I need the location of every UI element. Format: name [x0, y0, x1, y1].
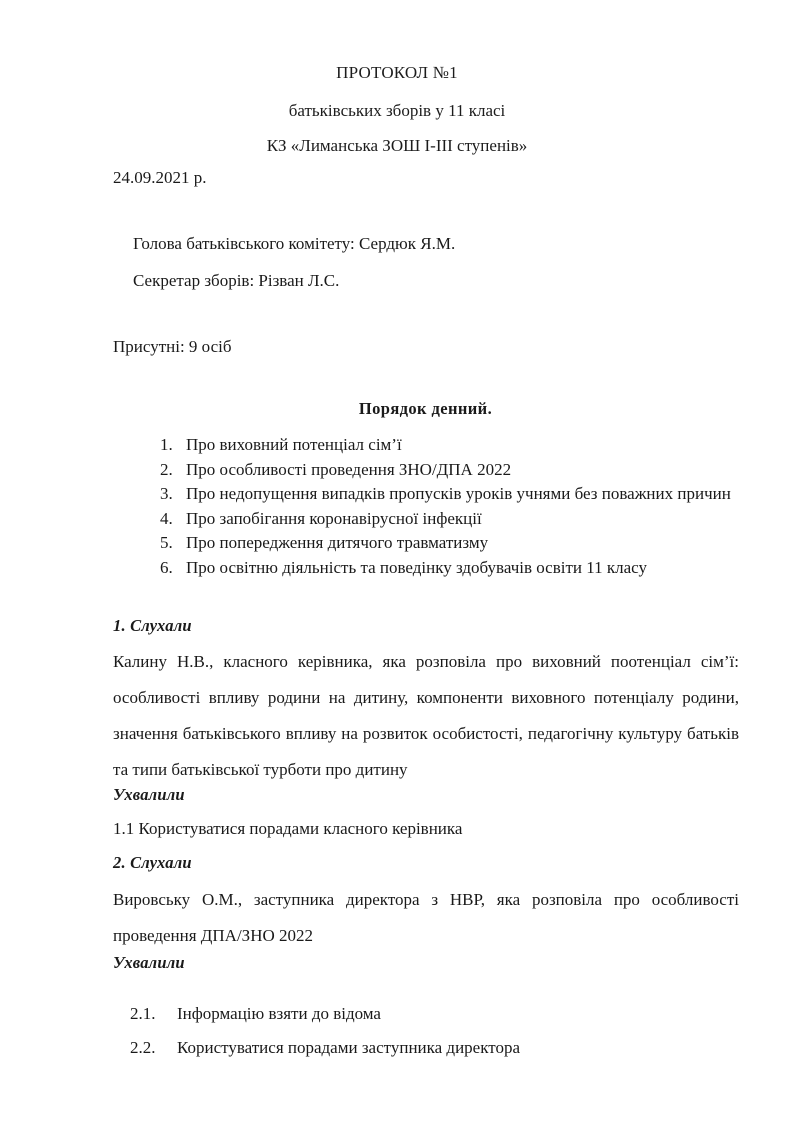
resolution-item-2-1-number: 2.1. — [130, 1004, 156, 1023]
agenda-item — [160, 483, 738, 506]
secretary-line: Секретар зборів: Різван Л.С. — [133, 271, 340, 290]
document-subtitle-school: КЗ «Лиманська ЗОШ І-ІІІ ступенів» — [266, 136, 528, 155]
resolution-item-2-1-label: Інформацію взяти до відома — [177, 1004, 381, 1023]
resolution-item-1-1: 1.1 Користуватися порадами класного керівника — [113, 819, 463, 838]
agenda-item-number: 6. — [160, 557, 173, 577]
agenda-item — [160, 459, 738, 482]
document-title: ПРОТОКОЛ №1 — [336, 63, 458, 82]
agenda-item-label: Про освітню діяльність та поведінку здобувачів освіти 11 класу — [186, 557, 647, 577]
agenda-list — [160, 434, 738, 581]
agenda-item-label: Про виховний потенціал сім’ї — [186, 435, 402, 454]
agenda-item-label: Про особливості проведення ЗНО/ДПА 2022 — [186, 459, 512, 479]
agenda-item-number: 1. — [160, 435, 173, 454]
section-body-heard-1: Калину Н.В., класного керівника, яка розповіла про виховний поотенціал сім’ї: особливості впливу родини на дитину, компоненти виховного потенціалу родини, значення батьківського впливу на розвиток особистості, педагогічну культуру батьків та типи батьківської турботи про дитину — [113, 652, 739, 779]
agenda-heading: Порядок денний. — [358, 399, 493, 418]
agenda-item-number: 2. — [160, 459, 173, 479]
section-heading-resolved-1: Ухвалили — [113, 785, 185, 804]
agenda-item-label: Про запобігання коронавірусної інфекції — [186, 508, 482, 528]
section-body-heard-2: Вировську О.М., заступника директора з НВР, яка розповіла про особливості проведення ДПА/ЗНО 2022 — [113, 890, 739, 945]
agenda-item — [160, 508, 738, 531]
section-heading-heard-1: 1. Слухали — [113, 616, 192, 635]
agenda-item-number: 3. — [160, 484, 173, 503]
attendance-line: Присутні: 9 осіб — [113, 337, 232, 356]
agenda-item-number: 4. — [160, 508, 173, 528]
agenda-item-label: Про попередження дитячого травматизму — [186, 533, 489, 552]
agenda-item — [160, 557, 738, 580]
document-date: 24.09.2021 р. — [113, 168, 207, 187]
section-heading-heard-2: 2. Слухали — [113, 853, 192, 872]
agenda-item — [160, 434, 738, 457]
resolution-item-2-2 — [113, 1022, 520, 1073]
agenda-item — [160, 532, 738, 555]
document-subtitle-meeting: батьківських зборів у 11 класі — [288, 101, 506, 120]
chair-line: Голова батьківського комітету: Сердюк Я.М. — [133, 234, 456, 253]
section-heading-resolved-2: Ухвалили — [113, 953, 185, 972]
resolution-item-2-2-label: Користуватися порадами заступника директора — [177, 1038, 521, 1057]
resolution-item-2-2-number: 2.2. — [130, 1038, 156, 1057]
agenda-item-label: Про недопущення випадків пропусків уроків учнями без поважних причин — [186, 484, 731, 503]
agenda-item-number: 5. — [160, 533, 173, 552]
